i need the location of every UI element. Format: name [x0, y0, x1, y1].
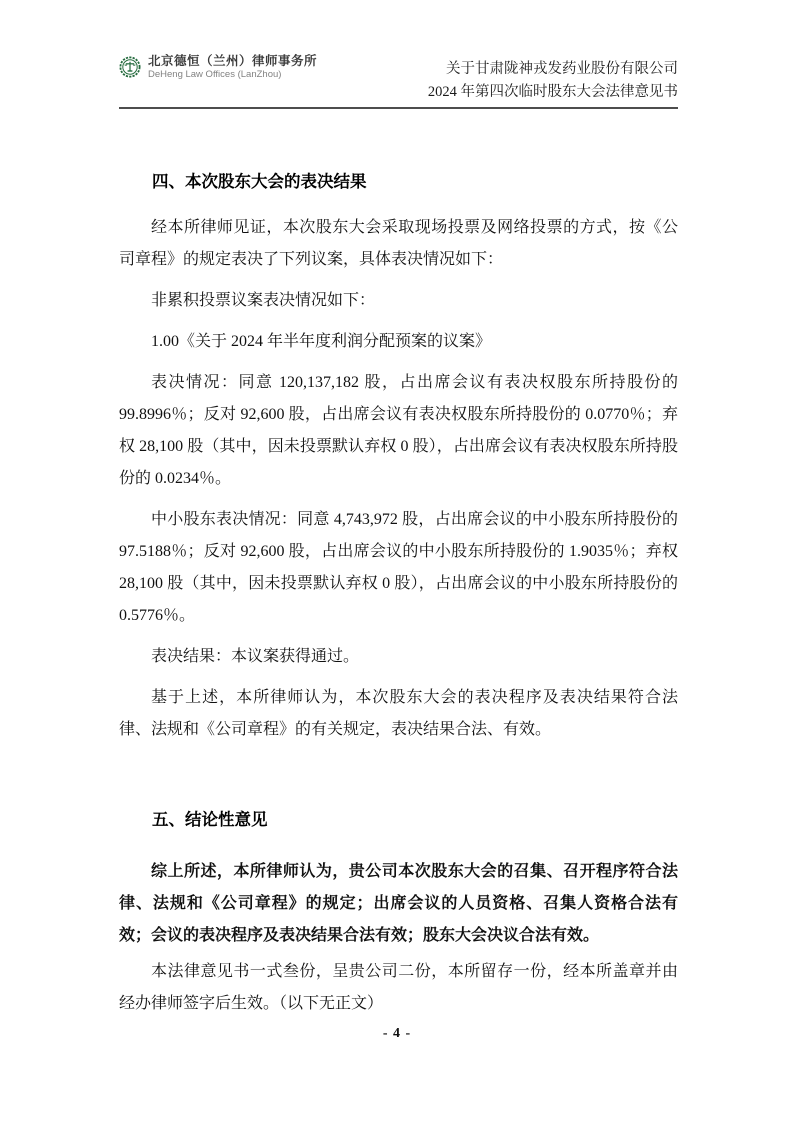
proposal-title-paragraph: 1.00《关于 2024 年半年度利润分配预案的议案》 [151, 333, 492, 350]
non-cumulative-intro-paragraph: 非累积投票议案表决情况如下： [151, 292, 376, 309]
document-body [119, 166, 678, 1029]
conclusion-paragraph: 综上所述，本所律师认为，贵公司本次股东大会的召集、召开程序符合法律、法规和《公司章程》的规定；出席会议的人员资格、召集人资格合法有效；会议的表决程序及表决结果合法有效；股东大会决议合法有效。 [119, 863, 678, 944]
deheng-scales-seal-icon [119, 56, 141, 78]
header-divider [119, 107, 678, 109]
document-title [428, 58, 678, 104]
page-number: - 4 - [382, 1026, 412, 1041]
firm-name-en: DeHeng Law Offices (LanZhou) [148, 69, 282, 80]
closing-paragraph: 本法律意见书一式叁份，呈贵公司二份，本所留存一份，经本所盖章并由经办律师签字后生效。（以下无正文） [119, 963, 678, 1012]
section4-heading: 四、本次股东大会的表决结果 [152, 172, 367, 191]
vote-outcome-paragraph: 表决结果：本议案获得通过。 [151, 648, 360, 665]
doc-title-line2: 2024 年第四次临时股东大会法律意见书 [427, 84, 678, 100]
doc-title-line1: 关于甘肃陇神戎发药业股份有限公司 [446, 61, 678, 77]
voting-method-paragraph: 经本所律师见证，本次股东大会采取现场投票及网络投票的方式，按《公司章程》的规定表决了下列议案，具体表决情况如下： [119, 219, 678, 268]
page-header [119, 54, 678, 104]
firm-identity [119, 54, 317, 81]
firm-name-cn: 北京德恒（兰州）律师事务所 [148, 54, 318, 68]
minority-vote-result-paragraph: 中小股东表决情况：同意 4,743,972 股，占出席会议的中小股东所持股份的 97.5188％；反对 92,600 股，占出席会议的中小股东所持股份的 1.9035％；弃权 28,100 股（其中，因未投票默认弃权 0 股），占出席会议的中小股东所持股份的 0.5776％。 [119, 511, 678, 624]
section5-heading: 五、结论性意见 [152, 810, 268, 829]
overall-vote-result-paragraph: 表决情况：同意 120,137,182 股，占出席会议有表决权股东所持股份的 99.8996％；反对 92,600 股，占出席会议有表决权股东所持股份的 0.0770％；弃权 28,100 股（其中，因未投票默认弃权 0 股），占出席会议有表决权股东所持股份的 0.0234％。 [119, 374, 678, 487]
lawyer-opinion-paragraph: 基于上述，本所律师认为，本次股东大会的表决程序及表决结果符合法律、法规和《公司章程》的有关规定，表决结果合法、有效。 [119, 689, 678, 738]
firm-name-block [148, 54, 317, 81]
page-footer [0, 1024, 794, 1042]
